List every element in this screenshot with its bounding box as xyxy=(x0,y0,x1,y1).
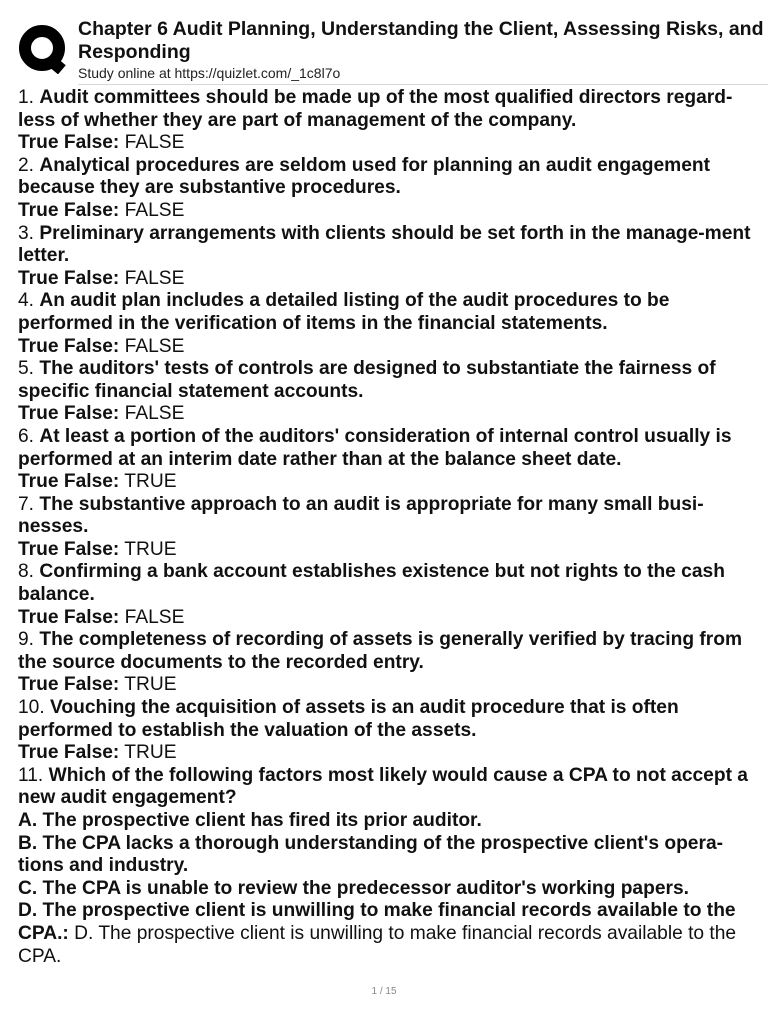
question-answer: D. The prospective client is unwilling to make financial records available to the CPA. xyxy=(18,922,737,967)
question-answer: FALSE xyxy=(124,606,185,628)
question-number: 4. xyxy=(18,290,35,312)
question-number: 8. xyxy=(18,561,35,583)
question-number: 5. xyxy=(18,358,35,380)
question-item xyxy=(18,358,756,426)
question-item xyxy=(18,223,756,291)
question-answer: FALSE xyxy=(124,132,185,154)
true-false-label: True False: xyxy=(18,471,120,493)
question-text: At least a portion of the auditors' consideration of internal control usually is performed at an interim date rather than at the balance sheet date. xyxy=(18,425,732,470)
option-c: C. The CPA is unable to review the predecessor auditor's working papers. xyxy=(18,877,689,899)
question-answer: FALSE xyxy=(124,199,185,221)
question-answer: FALSE xyxy=(124,403,185,425)
header-divider xyxy=(78,84,768,85)
question-answer: TRUE xyxy=(124,674,177,696)
question-text: Vouching the acquisition of assets is an audit procedure that is often performed to establish the valuation of the assets. xyxy=(18,697,679,741)
page-title: Chapter 6 Audit Planning, Understanding the Client, Assessing Risks, and Responding xyxy=(78,18,764,63)
true-false-label: True False: xyxy=(18,538,120,560)
question-item-multiple-choice xyxy=(18,765,756,968)
question-number: 3. xyxy=(18,222,35,244)
question-answer: FALSE xyxy=(124,267,185,289)
document-header xyxy=(0,0,768,86)
question-item xyxy=(18,87,756,155)
question-text: Which of the following factors most likely would cause a CPA to not accept a new audit engagement? xyxy=(18,764,748,809)
true-false-label: True False: xyxy=(18,199,120,221)
option-b: B. The CPA lacks a thorough understanding of the prospective client's opera-tions and industry. xyxy=(18,832,724,877)
question-answer: TRUE xyxy=(124,471,177,493)
question-text: Analytical procedures are seldom used for planning an audit engagement because they are substantive procedures. xyxy=(18,154,711,199)
true-false-label: True False: xyxy=(18,403,120,425)
study-online-link[interactable]: Study online at https://quizlet.com/_1c8l7o xyxy=(78,65,341,81)
question-item xyxy=(18,697,756,765)
true-false-label: True False: xyxy=(18,267,120,289)
question-number: 9. xyxy=(18,629,35,651)
question-text: The completeness of recording of assets is generally verified by tracing from the source documents to the recorded entry. xyxy=(18,629,743,673)
question-item xyxy=(18,561,756,629)
question-number: 2. xyxy=(18,154,35,176)
question-item xyxy=(18,426,756,494)
true-false-label: True False: xyxy=(18,335,120,357)
question-number: 11. xyxy=(18,764,44,786)
question-text: An audit plan includes a detailed listing of the audit procedures to be performed in the verification of items in the financial statements. xyxy=(18,290,670,334)
true-false-label: True False: xyxy=(18,606,120,628)
question-item xyxy=(18,629,756,697)
question-text: The substantive approach to an audit is appropriate for many small busi-nesses. xyxy=(18,493,704,538)
question-item xyxy=(18,494,756,562)
true-false-label: True False: xyxy=(18,132,120,154)
page-number: 1 / 15 xyxy=(371,986,397,997)
question-text: Preliminary arrangements with clients should be set forth in the manage-ment letter. xyxy=(18,222,751,267)
question-text: The auditors' tests of controls are designed to substantiate the fairness of specific financial statement accounts. xyxy=(18,358,716,402)
question-answer: TRUE xyxy=(124,742,177,764)
question-item xyxy=(18,290,756,358)
question-answer: FALSE xyxy=(124,335,185,357)
true-false-label: True False: xyxy=(18,742,120,764)
question-answer: TRUE xyxy=(124,538,177,560)
question-number: 6. xyxy=(18,425,35,447)
question-list xyxy=(18,87,756,968)
question-text: Confirming a bank account establishes existence but not rights to the cash balance. xyxy=(18,561,725,606)
question-number: 1. xyxy=(18,87,35,108)
question-text: Audit committees should be made up of the most qualified directors regard-less of whether they are part of management of the company. xyxy=(18,87,733,131)
quizlet-logo-icon xyxy=(18,24,68,74)
question-number: 7. xyxy=(18,493,35,515)
option-a: A. The prospective client has fired its prior auditor. xyxy=(18,810,482,831)
true-false-label: True False: xyxy=(18,674,120,696)
question-item xyxy=(18,155,756,223)
question-number: 10. xyxy=(18,697,45,719)
option-d: D. The prospective client is unwilling to make financial records available to the CPA.: xyxy=(18,900,736,944)
